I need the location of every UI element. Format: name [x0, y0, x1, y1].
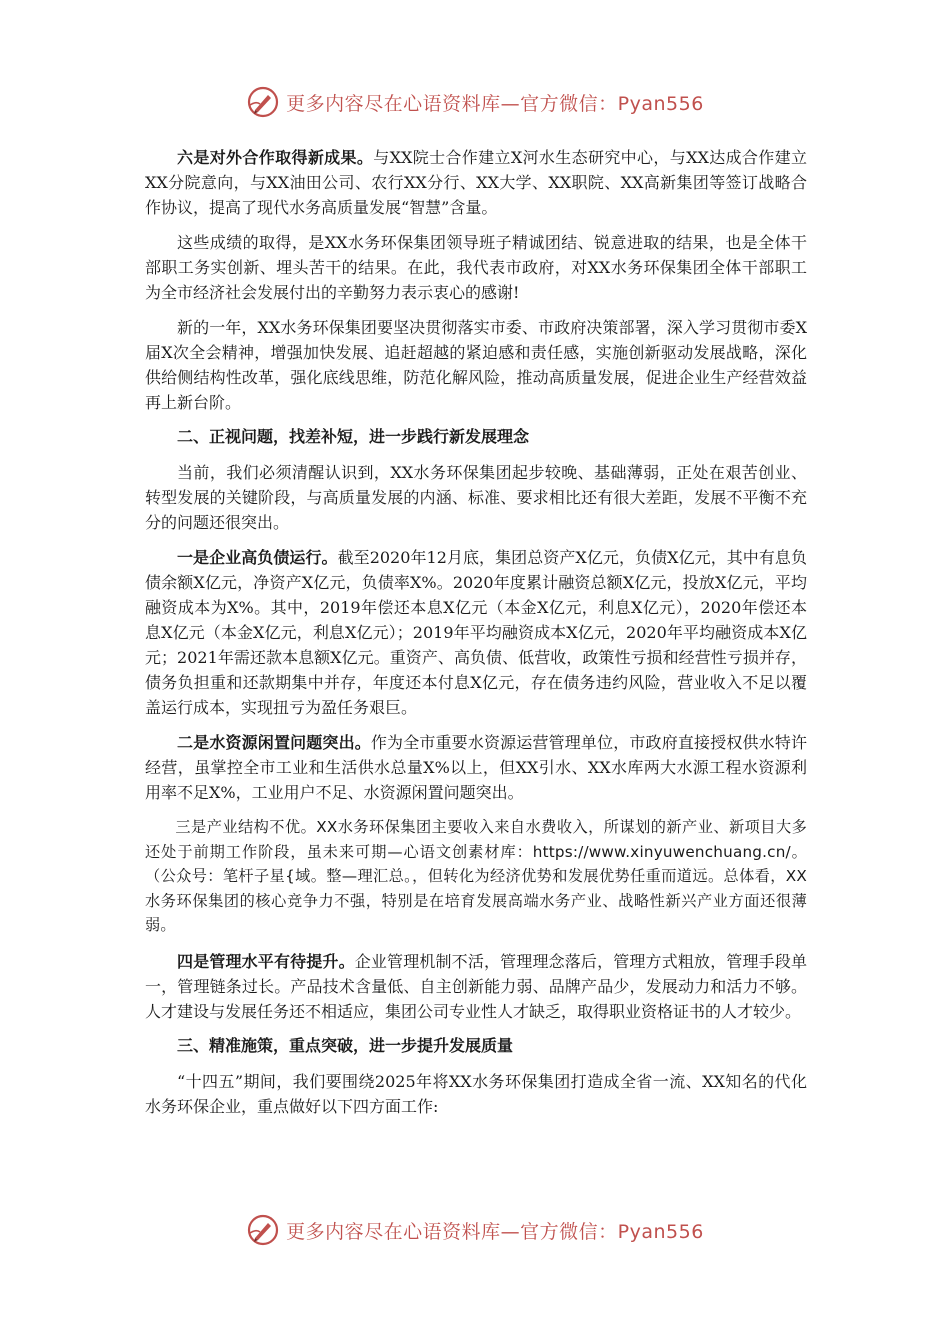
footer-watermark-banner	[0, 1210, 950, 1250]
paragraph: 这些成绩的取得，是XX水务环保集团领导班子精诚团结、锐意进取的结果，也是全体干部职工务实创新、埋头苦干的结果。在此，我代表市政府，对XX水务环保集团全体干部职工为全市经济社会发展付出的辛勤努力表示衷心的感谢!	[145, 233, 807, 302]
banner-text: 更多内容尽在心语资料库—官方微信：Pyan556	[286, 92, 704, 115]
section-heading: 二、正视问题，找差补短，进一步践行新发展理念	[177, 427, 530, 446]
pen-icon	[246, 1213, 280, 1247]
paragraph-text: 企业管理机制不活，管理理念落后，管理方式粗放，管理手段单一，管理链条过长。产品技术含量低、自主创新能力弱、品牌产品少，发展动力和活力不够。人才建设与发展任务还不相适应，集团公司专业性人才缺乏，取得职业资格证书的人才较少。	[145, 951, 807, 1021]
paragraph	[145, 949, 807, 1024]
paragraph-lead: 六是对外合作取得新成果。	[177, 148, 374, 167]
header-watermark-banner	[0, 82, 950, 122]
paragraph	[145, 145, 807, 220]
paragraph-lead: 二是水资源闲置问题突出。	[177, 733, 371, 752]
paragraph	[145, 545, 807, 720]
paragraph: “十四五”期间，我们要围绕2025年将XX水务环保集团打造成全省一流、XX知名的代化水务环保企业，重点做好以下四方面工作:	[145, 1071, 807, 1116]
paragraph-text: 截至2020年12月底，集团总资产X亿元，负债X亿元，其中有息负债余额X亿元，净资产X亿元，负债率X%。2020年度累计融资总额X亿元，投放X亿元，平均融资成本为X%。其中，2019年偿还本息X亿元（本金X亿元，利息X亿元），2020年偿还本息X亿元（本金X亿元，利息X亿元）；2019年平均融资成本X亿元，2020年平均融资成本X亿元；2021年需还款本息额X亿元。重资产、高负债、低营收，政策性亏损和经营性亏损并存，债务负担重和还款期集中并存，年度还本付息X亿元，存在债务违约风险，营业收入不足以覆盖运行成本，实现扭亏为盈任务艰巨。	[145, 548, 807, 717]
paragraph	[145, 730, 807, 805]
section-heading: 三、精准施策，重点突破，进一步提升发展质量	[177, 1035, 514, 1055]
pen-icon	[246, 85, 280, 119]
paragraph-lead: 一是企业高负债运行。	[177, 548, 338, 567]
paragraph: 新的一年，XX水务环保集团要坚决贯彻落实市委、市政府决策部署，深入学习贯彻市委X届X次全会精神，增强加快发展、追赶超越的紧迫感和责任感，实施创新驱动发展战略，深化供给侧结构性改革，强化底线思维，防范化解风险，推动高质量发展，促进企业生产经营效益再上新台阶。	[145, 318, 807, 412]
paragraph-lead: 四是管理水平有待提升。	[177, 951, 355, 971]
paragraph-text: 与XX院士合作建立X河水生态研究中心，与XX达成合作建立XX分院意向，与XX油田公司、农行XX分行、XX大学、XX职院、XX高新集团等签订战略合作协议，提高了现代水务高质量发展“智慧”含量。	[145, 148, 807, 217]
paragraph-text: 作为全市重要水资源运营管理单位，市政府直接授权供水特许经营，虽掌控全市工业和生活供水总量X%以上，但XX引水、XX水库两大水源工程水资源利用率不足X%，工业用户不足、水资源闲置问题突出。	[145, 733, 807, 802]
paragraph: 当前，我们必须清醒认识到，XX水务环保集团起步较晚、基础薄弱，正处在艰苦创业、转型发展的关键阶段，与高质量发展的内涵、标准、要求相比还有很大差距，发展不平衡不充分的问题还很突出。	[145, 463, 807, 532]
document-body	[145, 145, 807, 1129]
banner-text: 更多内容尽在心语资料库—官方微信：Pyan556	[286, 1220, 704, 1243]
paragraph: 三是产业结构不优。XX水务环保集团主要收入来自水费收入，所谋划的新产业、新项目大多还处于前期工作阶段，虽未来可期—心语文创素材库：https://www.xinyuwenchuang.cn/。（公众号：笔杆子星{域。整—理汇总。，但转化为经济优势和发展优势任重而道远。总体看，XX水务环保集团的核心竞争力不强，特别是在培育发展高端水务产业、战略性新兴产业方面还很薄弱。	[145, 818, 807, 934]
